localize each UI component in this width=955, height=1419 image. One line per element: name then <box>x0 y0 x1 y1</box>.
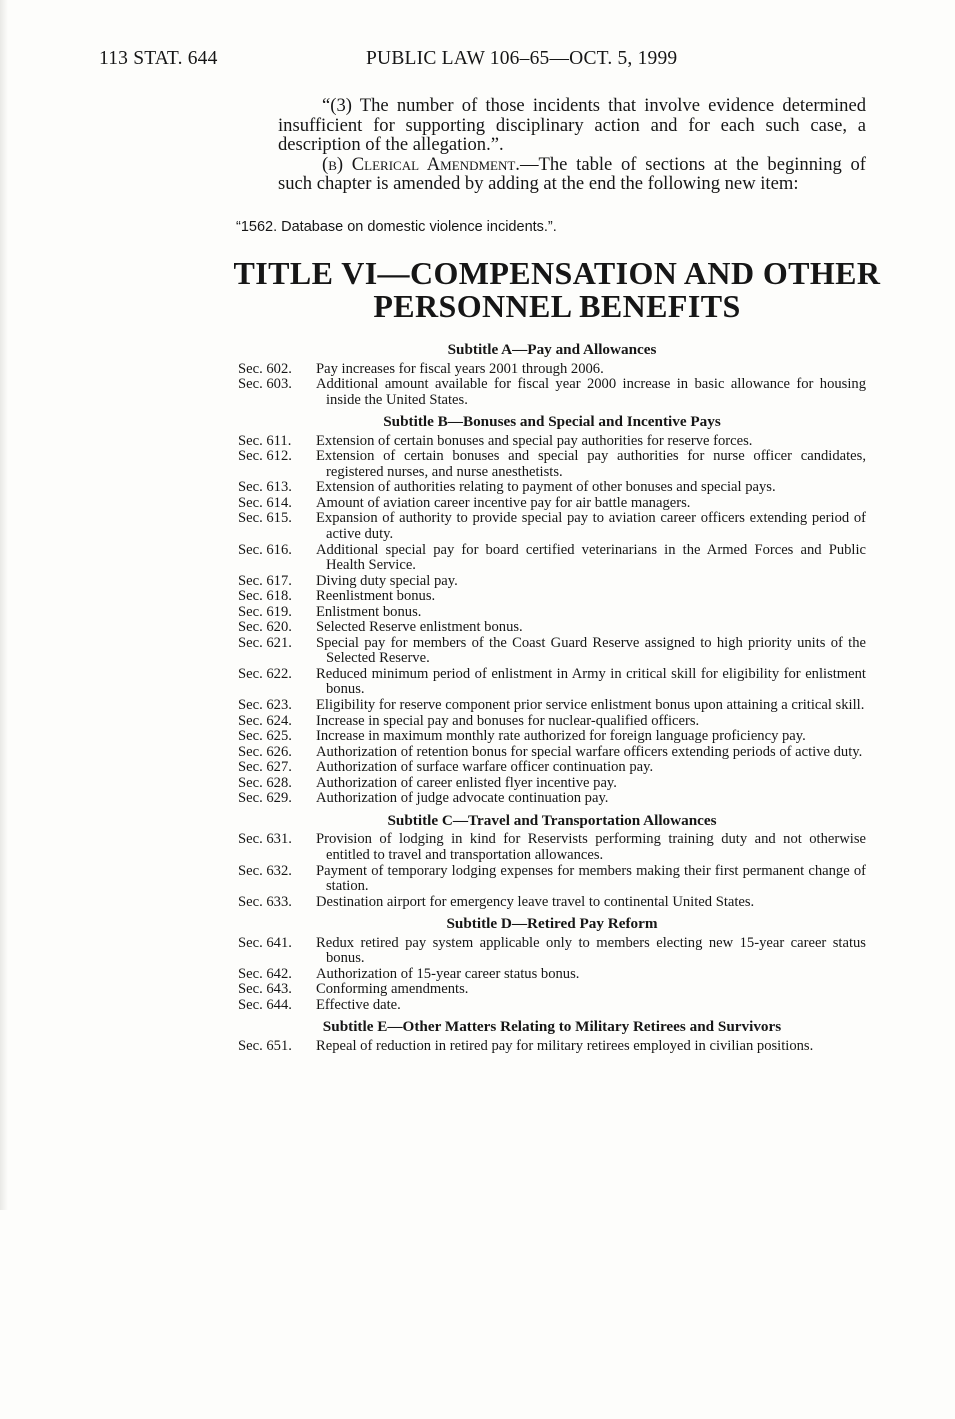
section-number: Sec. 615. <box>238 510 292 527</box>
subtitle-heading: Subtitle B—Bonuses and Special and Incentive Pays <box>383 413 721 431</box>
subtitle-heading: Subtitle E—Other Matters Relating to Military Retirees and Survivors <box>322 1018 782 1036</box>
clerical-amendment-text: —The table of sections at the beginning of such chapter is amended by adding at the end the following new item: <box>278 153 866 194</box>
section-title: Redux retired pay system applicable only to members electing new 15-year career status bonus. <box>316 934 866 967</box>
toc-section-row <box>238 574 866 590</box>
section-number: Sec. 641. <box>238 934 292 951</box>
subtitle-heading: Subtitle D—Retired Pay Reform <box>446 915 658 933</box>
toc-section-row <box>238 729 866 745</box>
public-law-citation: PUBLIC LAW 106–65—OCT. 5, 1999 <box>366 48 678 69</box>
section-number: Sec. 624. <box>238 712 292 729</box>
toc-section-row <box>238 589 866 605</box>
section-title: Reduced minimum period of enlistment in Army in critical skill for eligibility for enlistment bonus. <box>316 665 866 698</box>
toc-section-row <box>238 496 866 512</box>
toc-section-row <box>238 745 866 761</box>
section-number: Sec. 603. <box>238 376 292 393</box>
toc-section-row <box>238 714 866 730</box>
toc-section-row <box>238 791 866 807</box>
section-number: Sec. 612. <box>238 448 292 465</box>
section-title: Special pay for members of the Coast Guard Reserve assigned to high priority units of the Selected Reserve. <box>316 634 866 667</box>
toc-section-row <box>238 434 866 450</box>
section-number: Sec. 623. <box>238 697 292 714</box>
section-title: Authorization of 15-year career status bonus. <box>316 965 580 982</box>
section-title: Diving duty special pay. <box>316 572 458 589</box>
section-number: Sec. 629. <box>238 790 292 807</box>
section-title: Provision of lodging in kind for Reservists performing training duty and not otherwise entitled to travel and transportation allowances. <box>316 831 866 863</box>
section-title: Reenlistment bonus. <box>316 588 436 605</box>
section-number: Sec. 618. <box>238 588 292 605</box>
table-of-sections <box>238 342 866 1055</box>
section-title: Payment of temporary lodging expenses for members making their first permanent change of station. <box>316 862 866 895</box>
section-title: Repeal of reduction in retired pay for military retirees employed in civilian positions. <box>316 1037 814 1054</box>
toc-section-row <box>238 362 866 378</box>
toc-section-row <box>238 698 866 714</box>
section-title: Authorization of retention bonus for special warfare officers extending periods of active duty. <box>316 743 863 760</box>
title-line-2: PERSONNEL BENEFITS <box>373 288 741 324</box>
section-number: Sec. 622. <box>238 665 292 682</box>
section-title: Pay increases for fiscal years 2001 through 2006. <box>316 360 604 377</box>
clerical-amendment-label: (b) Clerical Amendment. <box>322 153 520 175</box>
section-number: Sec. 627. <box>238 759 292 776</box>
section-number: Sec. 642. <box>238 965 292 982</box>
section-title: Enlistment bonus. <box>316 603 422 620</box>
section-title: Selected Reserve enlistment bonus. <box>316 619 523 636</box>
section-number: Sec. 602. <box>238 360 292 377</box>
toc-section-row <box>238 449 866 480</box>
paragraph-3: “(3) The number of those incidents that involve evidence determined insufficient for supporting disciplinary action and for each such case, a description of the allegation.”. <box>278 95 866 155</box>
toc-section-row <box>238 480 866 496</box>
toc-section-row <box>238 776 866 792</box>
section-number: Sec. 644. <box>238 996 292 1013</box>
toc-section-row <box>238 605 866 621</box>
section-title: Increase in special pay and bonuses for nuclear-qualified officers. <box>316 712 700 729</box>
toc-section-row <box>238 511 866 542</box>
section-title: Extension of certain bonuses and special pay authorities for reserve forces. <box>316 432 753 449</box>
toc-section-row <box>238 832 866 863</box>
section-title: Authorization of judge advocate continuation pay. <box>316 790 609 807</box>
subtitle-heading: Subtitle A—Pay and Allowances <box>447 341 657 358</box>
toc-section-row <box>238 967 866 983</box>
section-number: Sec. 651. <box>238 1037 292 1054</box>
title-line-1: TITLE VI—COMPENSATION AND OTHER <box>233 255 881 291</box>
section-title: Extension of authorities relating to payment of other bonuses and special pays. <box>316 479 776 496</box>
toc-section-row <box>238 864 866 895</box>
section-number: Sec. 631. <box>238 831 292 848</box>
quoted-table-item: “1562. Database on domestic violence incidents.”. <box>236 219 557 235</box>
section-number: Sec. 621. <box>238 634 292 651</box>
section-title: Additional amount available for fiscal year 2000 increase in basic allowance for housing inside the United States. <box>316 376 866 408</box>
section-number: Sec. 619. <box>238 603 292 620</box>
toc-section-row <box>238 377 866 408</box>
section-number: Sec. 617. <box>238 572 292 589</box>
scan-edge <box>0 0 8 1210</box>
section-title: Destination airport for emergency leave travel to continental United States. <box>316 893 755 910</box>
paragraph-clerical-amendment <box>278 155 866 194</box>
section-title: Expansion of authority to provide special pay to aviation career officers extending period of active duty. <box>316 510 866 543</box>
toc-section-row <box>238 667 866 698</box>
section-title: Conforming amendments. <box>316 981 469 998</box>
section-number: Sec. 625. <box>238 728 292 745</box>
section-number: Sec. 620. <box>238 619 292 636</box>
section-number: Sec. 626. <box>238 743 292 760</box>
section-title: Authorization of surface warfare officer continuation pay. <box>316 759 654 776</box>
section-title: Authorization of career enlisted flyer incentive pay. <box>316 774 617 791</box>
toc-section-row <box>238 760 866 776</box>
toc-section-row <box>238 543 866 574</box>
section-title: Eligibility for reserve component prior service enlistment bonus upon attaining a critical skill. <box>316 697 865 714</box>
section-number: Sec. 632. <box>238 862 292 879</box>
toc-section-row <box>238 636 866 667</box>
section-title: Additional special pay for board certified veterinarians in the Armed Forces and Public Health Service. <box>316 541 866 574</box>
title-heading <box>232 257 882 323</box>
subtitle-heading: Subtitle C—Travel and Transportation Allowances <box>387 811 717 829</box>
toc-section-row <box>238 998 866 1014</box>
toc-section-row <box>238 936 866 967</box>
toc-section-row <box>238 982 866 998</box>
section-number: Sec. 616. <box>238 541 292 558</box>
section-number: Sec. 611. <box>238 432 292 449</box>
stat-page-number: 113 STAT. 644 <box>99 48 218 69</box>
section-title: Effective date. <box>316 996 401 1013</box>
body-text <box>278 96 866 194</box>
section-number: Sec. 643. <box>238 981 292 998</box>
section-title: Amount of aviation career incentive pay for air battle managers. <box>316 494 691 511</box>
section-title: Increase in maximum monthly rate authorized for foreign language proficiency pay. <box>316 728 806 745</box>
toc-section-row <box>238 1039 866 1055</box>
section-number: Sec. 613. <box>238 479 292 496</box>
section-number: Sec. 614. <box>238 494 292 511</box>
toc-section-row <box>238 895 866 911</box>
section-title: Extension of certain bonuses and special pay authorities for nurse officer candidates, registered nurses, and nurse anesthetists. <box>316 448 866 480</box>
toc-section-row <box>238 620 866 636</box>
section-number: Sec. 633. <box>238 893 292 910</box>
section-number: Sec. 628. <box>238 774 292 791</box>
